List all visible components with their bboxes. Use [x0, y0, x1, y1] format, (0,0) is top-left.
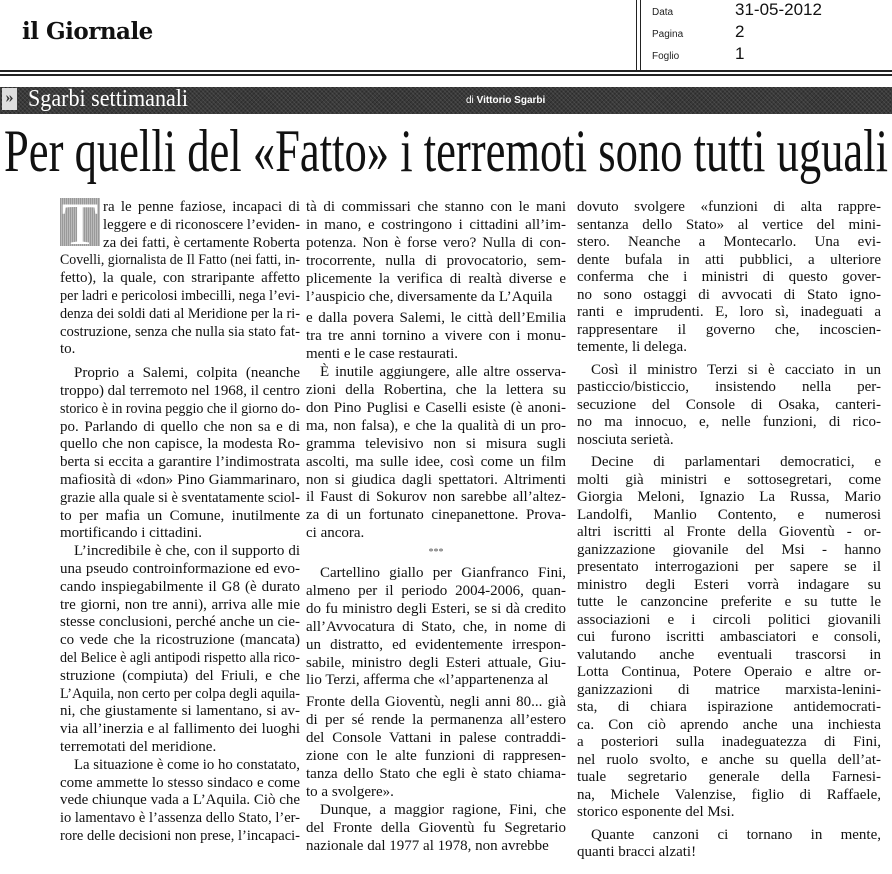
- text-line: sentanza dello Stato» al vertice del mini-: [577, 216, 881, 233]
- text-line: tre giorni, non tre anni), arriva alle mie: [60, 596, 300, 613]
- text-line: del Belice è agli antipodi rispetto alla rico-: [60, 650, 300, 666]
- text-line: una pseudo controinformazione ed evo-: [60, 561, 300, 577]
- text-line: non si giudica dagli spettatori. Altrimenti: [306, 471, 566, 488]
- section-separator: ***: [428, 547, 444, 559]
- text-line: no ma innocuo, e, nelle funzioni, di rico-: [577, 414, 881, 430]
- text-line: plicemente la verifica di realtà diverse e: [306, 270, 566, 287]
- text-line: tanza dello Stato che egli è stato chiama-: [306, 765, 566, 782]
- divider: [640, 0, 641, 72]
- text-line: po. Parlando di quello che non sa e di: [60, 418, 300, 435]
- text-line: nazionale dal 1977 al 1978, non avrebbe: [306, 837, 549, 854]
- text-line: costruzione, senza che nulla sia stato fat-: [60, 323, 300, 340]
- text-line: tutte le canzoncine preferite e su tutte le: [577, 594, 881, 610]
- headline: Per quelli del «Fatto» i terremoti sono tutti uguali: [4, 118, 888, 184]
- text-line: cando inspiegabilmente il G8 (è durato: [60, 578, 300, 595]
- sheet-value: 1: [735, 44, 745, 63]
- text-line: valutando anche eventuali trascorsi in: [577, 646, 881, 663]
- text-line: La situazione è come io ho constatato,: [74, 756, 300, 773]
- page-value: 2: [735, 22, 745, 41]
- text-line: fetto), la quale, con straripante affetto: [60, 270, 300, 287]
- text-line: mafiosità di «don» Pino Giammarinaro,: [60, 472, 300, 488]
- text-line: pasticcio/bisticcio, insistendo nella per-: [577, 379, 881, 395]
- text-line: Così il ministro Terzi si è cacciato in un: [591, 361, 881, 378]
- text-line: e dalla povera Salemi, le città dell’Emilia: [306, 310, 566, 327]
- text-line: via all’inerzia e al fallimento dei luoghi: [60, 721, 300, 738]
- text-line: del Console Vattani in palese contraddi-: [306, 730, 566, 747]
- text-line: ni, che giustamente si lamentano, si av-: [60, 703, 300, 720]
- masthead: il Giornale: [22, 18, 153, 45]
- text-line: tra tre anni tornino a vivere con i monu-: [306, 328, 566, 345]
- double-chevron-right-icon: »: [2, 88, 17, 110]
- text-line: ministro degli Esteri vorrà indagare su: [577, 576, 881, 593]
- text-line: lio Terzi, afferma che «l’appartenenza al: [306, 672, 549, 689]
- text-line: quello che non capisce, la modesta Ro-: [60, 436, 300, 453]
- text-line: associazioni e i circoli politici giovanili: [577, 611, 881, 628]
- text-line: come ammette lo stesso sindaco e come: [60, 774, 300, 791]
- divider: [0, 74, 892, 76]
- text-line: denza dei soldi dati al Meridione per la ri-: [60, 305, 300, 322]
- text-line: all’Avvocatura di Stato, che, in nome di: [306, 618, 566, 635]
- text-line: quanti bracci alzati!: [577, 844, 697, 860]
- divider: [636, 0, 637, 72]
- text-line: L’Aquila, non certo per colpa degli aquila-: [60, 685, 300, 702]
- text-line: molti già ministri e sottosegretari, come: [577, 471, 881, 488]
- text-line: ganizzazione giovanile del Msi - hanno: [577, 541, 881, 558]
- text-line: zione con le alte funzioni di rappresen-: [306, 748, 566, 764]
- text-line: ascolti, ma sulle idee, così come un film: [306, 453, 566, 470]
- text-line: Quante canzoni ci tornano in mente,: [591, 826, 881, 843]
- text-line: Giorgia Meloni, Ignazio La Russa, Mario: [577, 489, 881, 505]
- text-line: do fu ministro degli Esteri, se si dà credito: [306, 600, 566, 617]
- text-line: il Faust di Sokurov non sarebbe all’altez-: [306, 489, 566, 506]
- date-label: Data: [652, 7, 674, 18]
- text-line: storico è in rovina peggio che il giorno do-: [60, 400, 300, 417]
- drop-cap: T: [61, 198, 99, 246]
- text-line: Landolfi, Manlio Contento, e numerosi: [577, 506, 881, 523]
- text-line: na, Michele Valenzise, figlio di Raffaele,: [577, 786, 881, 803]
- text-line: Decine di parlamentari democratici, e: [591, 454, 881, 470]
- text-line: to per mafia un Comune, inutilmente: [60, 507, 300, 524]
- text-line: don Pino Puglisi e Caselli esiste (è anoni-: [306, 399, 566, 416]
- text-line: ci ancora.: [306, 525, 365, 542]
- text-line: almeno per il periodo 2004-2006, quan-: [306, 582, 566, 599]
- text-line: l’auspicio che, diversamente da L’Aquila: [306, 288, 553, 305]
- text-line: nosciuta serietà.: [577, 431, 674, 448]
- text-line: dovuto svolgere «funzioni di alta rappre-: [577, 199, 881, 215]
- byline-prefix: di: [466, 95, 474, 106]
- text-line: sta, di chiara ispirazione antidemocrati-: [577, 699, 881, 715]
- text-line: zioni della Robertina, che la lettera su: [306, 382, 566, 398]
- text-line: Covelli, giornalista de Il Fatto (nei fatti, in-: [60, 252, 300, 269]
- text-line: troppo) dal terremoto nel 1968, il centro: [60, 383, 300, 399]
- text-line: secuzione del Console di Osaka, canteri-: [577, 396, 881, 413]
- section-banner: [0, 87, 892, 114]
- author-name: Vittorio Sgarbi: [476, 95, 546, 106]
- section-title: Sgarbi settimanali: [28, 86, 189, 112]
- text-line: del Fronte della Gioventù fu Segretario: [306, 819, 566, 836]
- text-line: in mano, e costringono i cittadini all’im-: [306, 216, 566, 233]
- text-line: conferma che i ministri di questo gover-: [577, 269, 881, 285]
- text-line: presentato interrogazioni per sapere se il: [577, 559, 881, 575]
- text-line: ra le penne faziose, incapaci di: [103, 199, 300, 215]
- text-line: stesse conclusioni, perché anche un cie-: [60, 614, 300, 631]
- text-line: ca. Con ciò aprendo anche una inchiesta: [577, 716, 881, 733]
- text-line: tuale segretario generale della Farnesi-: [577, 769, 881, 785]
- text-line: un distratto, ed evidentemente irrespon-: [306, 636, 566, 653]
- text-line: di per sé rende la permanenza all’estero: [306, 712, 566, 729]
- text-line: to a svolgere».: [306, 783, 394, 800]
- text-line: no sono ostaggi di avvocati di Stato igno-: [577, 286, 881, 303]
- text-line: Dunque, a maggior ragione, Fini, che: [320, 801, 566, 818]
- text-line: struzione (compiuta) del Friuli, e che: [60, 667, 300, 684]
- text-line: to.: [60, 341, 76, 358]
- text-line: È inutile aggiungere, alle altre osserva-: [320, 364, 566, 381]
- text-line: grazie alla quale si è sventatamente sciol-: [60, 489, 300, 506]
- text-line: per ladri e pericolosi imbecilli, nega l’evi-: [60, 288, 300, 304]
- text-line: temente, li delega.: [577, 339, 687, 355]
- text-line: vede chiunque vada a L’Aquila. Ciò che: [60, 792, 300, 809]
- text-line: Cartellino giallo per Gianfranco Fini,: [320, 565, 566, 581]
- text-line: rore delle decisioni non prese, l’incapaci-: [60, 828, 300, 844]
- text-line: ganizzazioni di matrice marxista-lenini-: [577, 681, 881, 698]
- text-line: cui furono iscritti ambasciatori e consoli,: [577, 629, 881, 645]
- text-line: ranti e imprudenti. E, loro sì, inadeguati a: [577, 304, 881, 320]
- text-line: mortificando i cittadini.: [60, 525, 203, 542]
- text-line: L’incredibile è che, con il supporto di: [74, 543, 300, 560]
- sheet-label: Foglio: [652, 51, 680, 62]
- text-line: menti e le case restaurati.: [306, 346, 459, 363]
- divider: [0, 70, 892, 72]
- text-line: za dei fatti, è certamente Roberta: [103, 234, 300, 251]
- text-line: za di un fortunato cinepanettone. Prova-: [306, 507, 566, 524]
- text-line: nel ruolo svolto, e anche su quella dell’at-: [577, 751, 881, 768]
- text-line: ma, non falsa), e che la qualità di un pro-: [306, 417, 566, 434]
- text-line: gramma televisivo non si misura sugli: [306, 435, 566, 452]
- text-line: storico esponente del Msi.: [577, 804, 735, 820]
- text-line: dente bufala in atti pubblici, a ulteriore: [577, 251, 881, 268]
- text-line: altri iscritti al Fronte della Gioventù - or-: [577, 524, 881, 540]
- text-line: stero. Neanche a Montecarlo. Una evi-: [577, 234, 881, 250]
- text-line: sabile, ministro degli Esteri attuale, Giu-: [306, 654, 566, 671]
- text-line: rappresentare il governo che, incoscien-: [577, 321, 881, 338]
- text-line: tà di commissari che stanno con le mani: [306, 199, 566, 215]
- page-label: Pagina: [652, 29, 684, 40]
- date-value: 31-05-2012: [735, 0, 822, 19]
- text-line: io lamentavo è l’assenza dello Stato, l’er-: [60, 810, 300, 827]
- text-line: co vede che la ricostruzione (mancata): [60, 632, 300, 649]
- text-line: terremotati del meridione.: [60, 739, 217, 755]
- text-line: Lotta Continua, Potere Operaio e altre or-: [577, 664, 881, 680]
- text-line: Fronte della Gioventù, negli anni 80... già: [306, 694, 566, 711]
- text-line: Proprio a Salemi, colpita (neanche: [74, 365, 300, 382]
- text-line: a posteriori sulla inadeguatezza di Fini,: [577, 734, 881, 750]
- text-line: potenza. Non è forse vero? Nulla di con-: [306, 234, 566, 251]
- text-line: leggere e di riconoscere l’eviden-: [103, 216, 300, 233]
- byline: [466, 95, 545, 106]
- text-line: trocorrente, nulla di provocatorio, sem-: [306, 252, 566, 269]
- text-line: berta si eccita a garantire l’indimostrata: [60, 454, 300, 471]
